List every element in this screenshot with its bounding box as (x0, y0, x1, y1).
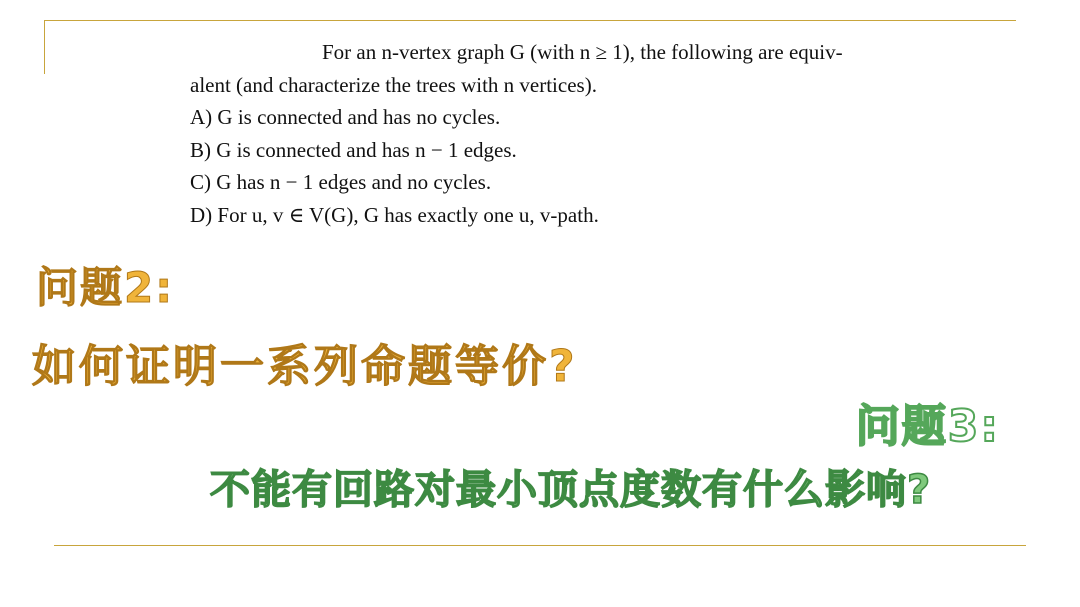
theorem-line-1: For an n-vertex graph G (with n ≥ 1), the following are equiv- (322, 40, 843, 64)
bottom-divider (54, 545, 1026, 546)
theorem-line-2: alent (and characterize the trees with n vertices). (190, 72, 597, 97)
top-divider (44, 20, 1016, 21)
theorem-item-b: B) G is connected and has n − 1 edges. (190, 137, 517, 162)
question-2-title: 问题2: (36, 263, 175, 312)
theorem-item-c: C) G has n − 1 edges and no cycles. (190, 170, 492, 194)
theorem-item-a: A) G is connected and has no cycles. (190, 105, 501, 129)
theorem-statement (190, 36, 970, 231)
question-2-body: 如何证明一系列命题等价? (32, 341, 578, 392)
top-left-divider (44, 20, 45, 74)
question-3-body: 不能有回路对最小顶点度数有什么影响? (210, 467, 932, 513)
theorem-item-d: D) For u, v ∈ V(G), G has exactly one u, v-path. (190, 202, 599, 227)
question-3-title: 问题3: (855, 401, 1000, 452)
